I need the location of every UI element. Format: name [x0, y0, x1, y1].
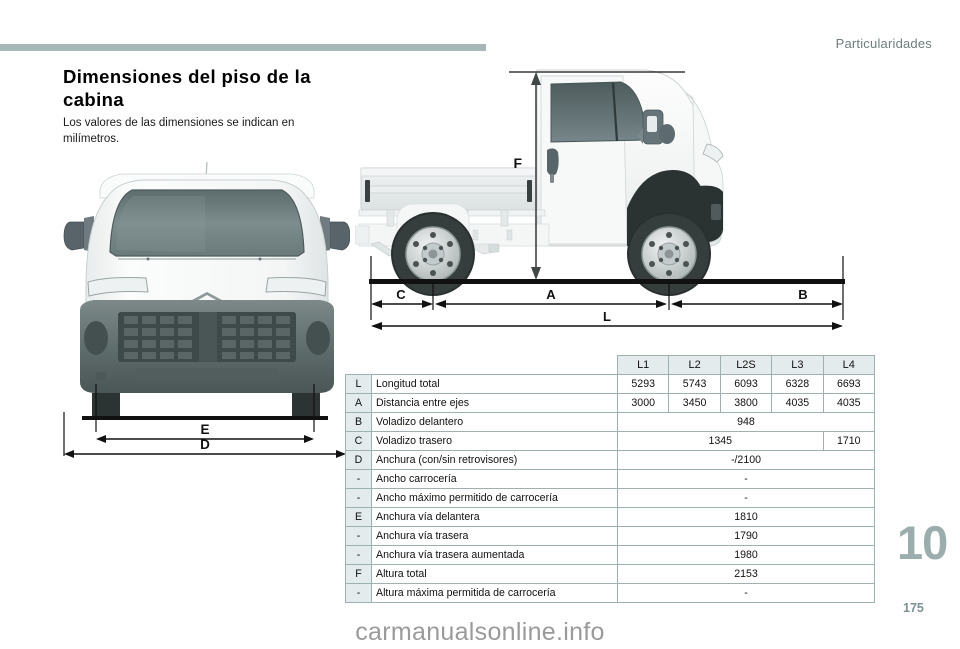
row-value: 3800	[720, 394, 771, 413]
bed-latch-front	[527, 180, 532, 202]
dimension-label-D: D	[200, 437, 210, 452]
table-row	[346, 546, 875, 565]
row-key: -	[346, 546, 372, 565]
bed-latch-rear	[365, 180, 370, 202]
intro-paragraph: Los valores de las dimensiones se indican en milímetros.	[63, 117, 295, 145]
row-key: -	[346, 527, 372, 546]
row-value: 4035	[772, 394, 823, 413]
row-description: Longitud total	[372, 375, 618, 394]
row-value: -	[618, 584, 875, 603]
row-value: 3450	[669, 394, 720, 413]
table-row	[346, 508, 875, 527]
row-value: 5293	[618, 375, 669, 394]
row-value: 3000	[618, 394, 669, 413]
right-wheel	[292, 393, 320, 417]
row-key: B	[346, 413, 372, 432]
row-value: 948	[618, 413, 875, 432]
row-key: -	[346, 584, 372, 603]
row-value: -	[618, 489, 875, 508]
dimension-label-F: F	[513, 155, 522, 171]
site-watermark: carmanualsonline.info	[355, 618, 605, 646]
row-description: Voladizo delantero	[372, 413, 618, 432]
row-value: -	[618, 470, 875, 489]
column-header-l2: L2	[669, 356, 720, 375]
row-description: Distancia entre ejes	[372, 394, 618, 413]
column-header-l2s: L2S	[720, 356, 771, 375]
row-description: Ancho máximo permitido de carrocería	[372, 489, 618, 508]
row-description: Voladizo trasero	[372, 432, 618, 451]
row-value: 1810	[618, 508, 875, 527]
table-header-row	[346, 356, 875, 375]
chapter-breadcrumb: Particularidades	[835, 36, 932, 51]
header-rule	[0, 44, 486, 51]
row-description: Anchura (con/sin retrovisores)	[372, 451, 618, 470]
row-description: Altura total	[372, 565, 618, 584]
row-value: 6693	[823, 375, 874, 394]
dimensions-table-wrapper	[345, 355, 874, 603]
row-key: -	[346, 489, 372, 508]
row-description: Ancho carrocería	[372, 470, 618, 489]
row-key: D	[346, 451, 372, 470]
row-key: F	[346, 565, 372, 584]
row-value: 1710	[823, 432, 874, 451]
table-row	[346, 470, 875, 489]
header-desc-blank	[372, 356, 618, 375]
table-row	[346, 565, 875, 584]
dimension-B	[671, 300, 843, 308]
row-key: -	[346, 470, 372, 489]
table-row	[346, 432, 875, 451]
front-view-figure	[60, 160, 350, 460]
side-ground-line	[369, 279, 845, 284]
table-row	[346, 451, 875, 470]
row-description: Anchura vía trasera	[372, 527, 618, 546]
table-row	[346, 584, 875, 603]
left-fog-lamp	[84, 321, 108, 355]
page-title: Dimensiones del piso de la cabina	[63, 66, 311, 111]
dimension-label-C: C	[396, 287, 406, 302]
table-row	[346, 413, 875, 432]
row-value: 6093	[720, 375, 771, 394]
column-header-l4: L4	[823, 356, 874, 375]
page-number: 175	[903, 601, 924, 615]
dimension-label-L: L	[603, 309, 611, 324]
chapter-number: 10	[897, 516, 948, 569]
dropside-rail	[369, 186, 531, 193]
dimension-label-E: E	[200, 422, 210, 437]
table-row	[346, 527, 875, 546]
table-row	[346, 375, 875, 394]
row-value: 1345	[618, 432, 824, 451]
dimensions-table	[345, 355, 875, 603]
side-view-figure	[355, 58, 865, 343]
row-value: 4035	[823, 394, 874, 413]
row-value: 1790	[618, 527, 875, 546]
column-header-l1: L1	[618, 356, 669, 375]
row-value: 1980	[618, 546, 875, 565]
row-key: C	[346, 432, 372, 451]
rear-tail	[355, 226, 369, 244]
ground-line	[82, 416, 328, 420]
row-key: A	[346, 394, 372, 413]
right-fog-lamp	[306, 321, 330, 355]
table-row	[346, 489, 875, 508]
lower-air-intake	[136, 368, 278, 380]
row-value: 6328	[772, 375, 823, 394]
row-description: Anchura vía trasera aumentada	[372, 546, 618, 565]
dimension-label-A: A	[546, 287, 556, 302]
row-key: L	[346, 375, 372, 394]
row-value: 2153	[618, 565, 875, 584]
table-body	[346, 375, 875, 603]
row-key: E	[346, 508, 372, 527]
row-value: -/2100	[618, 451, 875, 470]
row-value: 5743	[669, 375, 720, 394]
door-handle	[547, 148, 559, 175]
column-header-l3: L3	[772, 356, 823, 375]
row-description: Altura máxima permitida de carrocería	[372, 584, 618, 603]
cab-side-window	[551, 82, 645, 142]
dimension-label-B: B	[798, 287, 808, 302]
header-key-blank	[346, 356, 372, 375]
table-row	[346, 394, 875, 413]
row-description: Anchura vía delantera	[372, 508, 618, 527]
